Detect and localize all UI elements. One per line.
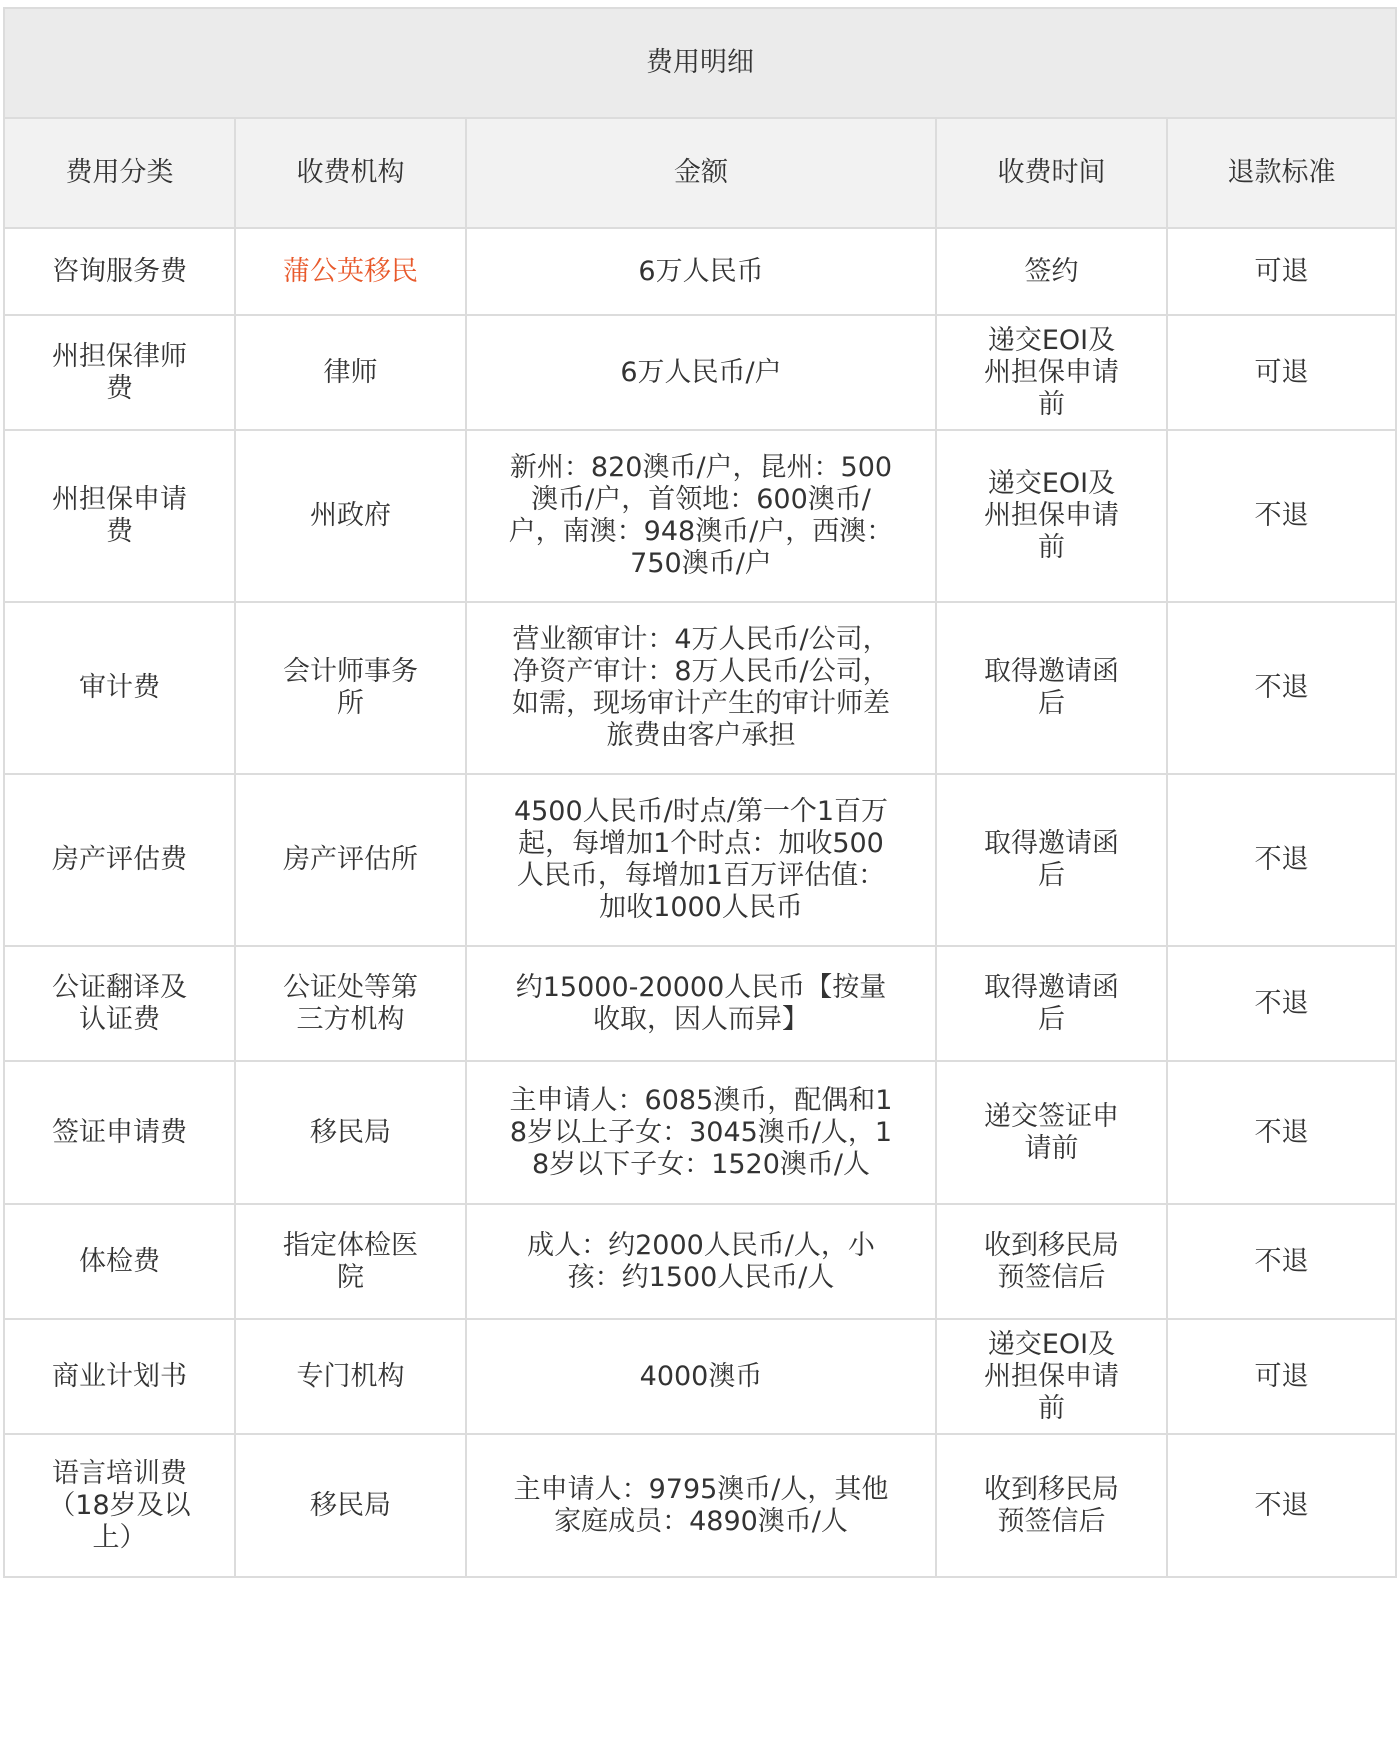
cell-category: 签证申请费 [4, 1061, 235, 1204]
cell-category: 审计费 [4, 602, 235, 774]
cell-amount: 营业额审计：4万人民币/公司，净资产审计：8万人民币/公司，如需，现场审计产生的审计师差旅费由客户承担 [466, 602, 936, 774]
title-row [4, 8, 1396, 118]
cell-category: 咨询服务费 [4, 228, 235, 315]
cell-category: 公证翻译及认证费 [4, 946, 235, 1061]
table-row [4, 1434, 1396, 1577]
cell-agency: 公证处等第三方机构 [235, 946, 466, 1061]
table-row [4, 315, 1396, 430]
header-refund: 退款标准 [1167, 118, 1396, 228]
cell-time: 收到移民局预签信后 [936, 1434, 1167, 1577]
table-row [4, 774, 1396, 946]
cell-amount: 4500人民币/时点/第一个1百万起，每增加1个时点：加收500人民币，每增加1百万评估值：加收1000人民币 [466, 774, 936, 946]
cell-amount: 约15000-20000人民币【按量收取，因人而异】 [466, 946, 936, 1061]
table-row [4, 430, 1396, 602]
table-title: 费用明细 [4, 8, 1396, 118]
cell-category: 体检费 [4, 1204, 235, 1319]
header-time: 收费时间 [936, 118, 1167, 228]
cell-refund: 可退 [1167, 228, 1396, 315]
cell-category: 商业计划书 [4, 1319, 235, 1434]
header-amount: 金额 [466, 118, 936, 228]
cell-refund: 可退 [1167, 315, 1396, 430]
cell-time: 取得邀请函后 [936, 946, 1167, 1061]
cell-refund: 不退 [1167, 1204, 1396, 1319]
cell-time: 取得邀请函后 [936, 602, 1167, 774]
cell-agency: 指定体检医院 [235, 1204, 466, 1319]
cell-time: 收到移民局预签信后 [936, 1204, 1167, 1319]
cell-amount: 主申请人：6085澳币，配偶和18岁以上子女：3045澳币/人，18岁以下子女：1520澳币/人 [466, 1061, 936, 1204]
header-category: 费用分类 [4, 118, 235, 228]
cell-time: 递交EOI及州担保申请前 [936, 1319, 1167, 1434]
cell-refund: 不退 [1167, 946, 1396, 1061]
cell-amount: 成人：约2000人民币/人，小孩：约1500人民币/人 [466, 1204, 936, 1319]
cell-amount: 4000澳币 [466, 1319, 936, 1434]
cell-time: 递交签证申请前 [936, 1061, 1167, 1204]
cell-time: 递交EOI及州担保申请前 [936, 430, 1167, 602]
cell-amount: 新州：820澳币/户，昆州：500澳币/户，首领地：600澳币/户，南澳：948澳币/户，西澳：750澳币/户 [466, 430, 936, 602]
cell-agency: 专门机构 [235, 1319, 466, 1434]
header-agency: 收费机构 [235, 118, 466, 228]
cell-refund: 可退 [1167, 1319, 1396, 1434]
fee-table [3, 7, 1397, 1578]
table-row [4, 1204, 1396, 1319]
cell-agency: 律师 [235, 315, 466, 430]
cell-agency: 移民局 [235, 1434, 466, 1577]
header-row [4, 118, 1396, 228]
cell-agency: 移民局 [235, 1061, 466, 1204]
cell-agency: 房产评估所 [235, 774, 466, 946]
cell-category: 语言培训费（18岁及以上） [4, 1434, 235, 1577]
table-row [4, 1319, 1396, 1434]
cell-category: 州担保律师费 [4, 315, 235, 430]
table-row [4, 1061, 1396, 1204]
table-row [4, 228, 1396, 315]
cell-refund: 不退 [1167, 1061, 1396, 1204]
cell-amount: 6万人民币/户 [466, 315, 936, 430]
cell-category: 房产评估费 [4, 774, 235, 946]
cell-time: 签约 [936, 228, 1167, 315]
cell-refund: 不退 [1167, 774, 1396, 946]
cell-amount: 主申请人：9795澳币/人，其他家庭成员：4890澳币/人 [466, 1434, 936, 1577]
cell-agency: 会计师事务所 [235, 602, 466, 774]
table-row [4, 946, 1396, 1061]
cell-refund: 不退 [1167, 430, 1396, 602]
cell-agency-link[interactable]: 蒲公英移民 [235, 228, 466, 315]
cell-time: 取得邀请函后 [936, 774, 1167, 946]
cell-amount: 6万人民币 [466, 228, 936, 315]
cell-category: 州担保申请费 [4, 430, 235, 602]
table-row [4, 602, 1396, 774]
cell-time: 递交EOI及州担保申请前 [936, 315, 1167, 430]
cell-refund: 不退 [1167, 1434, 1396, 1577]
cell-agency: 州政府 [235, 430, 466, 602]
cell-refund: 不退 [1167, 602, 1396, 774]
